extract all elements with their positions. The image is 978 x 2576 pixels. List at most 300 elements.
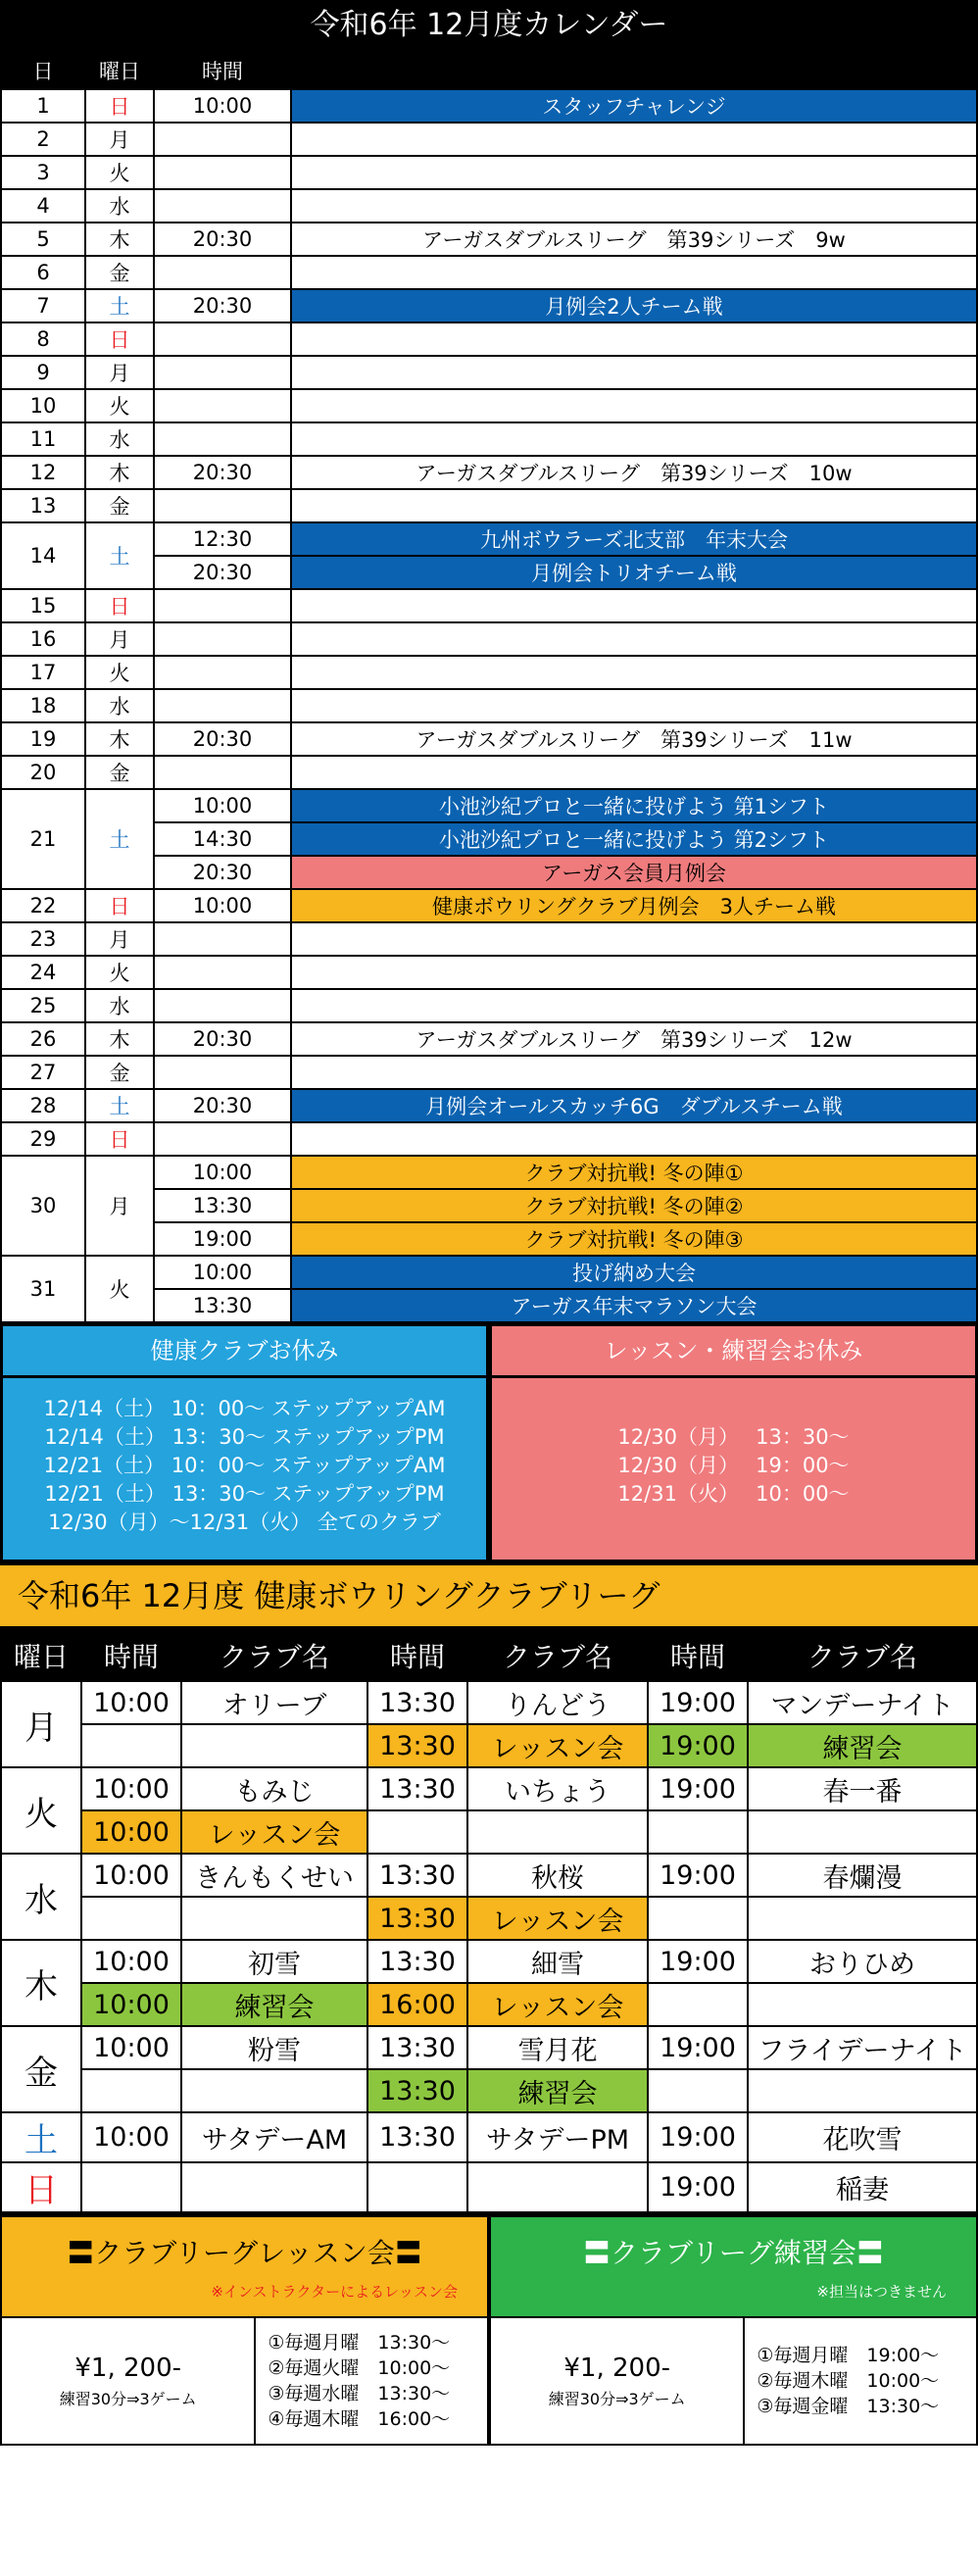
league-body (1, 1681, 977, 2212)
lesson-holiday-title: レッスン・練習会お休み (492, 1326, 975, 1378)
calendar-time (154, 156, 291, 189)
calendar-row (1, 156, 977, 189)
league-club (467, 1810, 648, 1854)
league-club: レッスン会 (467, 1897, 648, 1940)
calendar-time (154, 189, 291, 223)
calendar-time: 20:30 (154, 289, 291, 322)
calendar-row (1, 1089, 977, 1122)
league-time: 10:00 (81, 1854, 181, 1897)
calendar-weekday: 木 (85, 1022, 154, 1056)
calendar-time (154, 656, 291, 689)
calendar-date: 7 (1, 289, 85, 322)
calendar-date: 1 (1, 89, 85, 123)
calendar-time: 13:30 (154, 1289, 291, 1322)
calendar-time: 14:30 (154, 822, 291, 856)
league-day: 木 (1, 1940, 81, 2026)
calendar-time (154, 989, 291, 1022)
league-time (648, 1810, 748, 1854)
calendar-time (154, 322, 291, 356)
health-club-holiday-list (3, 1378, 486, 1560)
calendar-weekday: 土 (85, 522, 154, 589)
calendar-time (154, 356, 291, 389)
header-time: 時間 (154, 52, 291, 89)
calendar-time (154, 489, 291, 522)
calendar-row (1, 1156, 977, 1189)
calendar-time: 20:30 (154, 456, 291, 489)
calendar-event (291, 123, 977, 156)
calendar-event (291, 389, 977, 422)
calendar-row (1, 1256, 977, 1289)
lesson-info-box (0, 2215, 489, 2446)
calendar-row (1, 322, 977, 356)
calendar-event: 投げ納め大会 (291, 1256, 977, 1289)
league-club (748, 1897, 977, 1940)
league-time: 13:30 (367, 2026, 467, 2069)
lesson-price-note: 練習30分⇒3ゲーム (59, 2389, 197, 2408)
calendar-time: 10:00 (154, 89, 291, 123)
calendar-event (291, 1056, 977, 1089)
calendar-date: 19 (1, 722, 85, 756)
league-time: 19:00 (648, 1940, 748, 1983)
calendar-weekday: 日 (85, 89, 154, 123)
league-day: 日 (1, 2162, 81, 2212)
calendar-date: 5 (1, 223, 85, 256)
calendar-weekday: 日 (85, 322, 154, 356)
league-club: きんもくせい (181, 1854, 367, 1897)
league-header-time-2: 時間 (367, 1630, 467, 1681)
calendar-weekday: 土 (85, 789, 154, 889)
calendar-time: 12:30 (154, 522, 291, 556)
calendar-date: 14 (1, 522, 85, 589)
league-time: 10:00 (81, 2112, 181, 2162)
league-header-day: 曜日 (1, 1630, 81, 1681)
league-time: 19:00 (648, 2162, 748, 2212)
calendar-event: クラブ対抗戦! 冬の陣② (291, 1189, 977, 1222)
league-club (467, 2162, 648, 2212)
header-weekday: 曜日 (85, 52, 154, 89)
calendar-row (1, 223, 977, 256)
lesson-schedule-item: ①毎週月曜 13:30～ (268, 2332, 451, 2353)
calendar-weekday: 月 (85, 922, 154, 956)
league-time (648, 2069, 748, 2112)
calendar-event: 小池沙紀プロと一緒に投げよう 第1シフト (291, 789, 977, 822)
info-section (0, 2213, 978, 2446)
calendar-event (291, 156, 977, 189)
calendar-row (1, 256, 977, 289)
calendar-date: 13 (1, 489, 85, 522)
practice-schedule-item: ②毎週木曜 10:00～ (757, 2370, 940, 2392)
calendar-date: 18 (1, 689, 85, 722)
league-header-time-1: 時間 (81, 1630, 181, 1681)
league-row (1, 2112, 977, 2162)
calendar-date: 3 (1, 156, 85, 189)
calendar-date: 20 (1, 756, 85, 789)
calendar-date: 8 (1, 322, 85, 356)
league-club: 粉雪 (181, 2026, 367, 2069)
league-club: 練習会 (181, 1983, 367, 2026)
practice-info-title: 〓クラブリーグ練習会〓 (583, 2237, 884, 2269)
calendar-weekday: 水 (85, 422, 154, 456)
league-time (81, 2162, 181, 2212)
calendar-time: 10:00 (154, 889, 291, 922)
lesson-info-header (2, 2217, 487, 2318)
holiday-item: 12/30（月）～12/31（火） 全てのクラブ (48, 1511, 441, 1534)
league-time: 19:00 (648, 2026, 748, 2069)
calendar-time (154, 956, 291, 989)
calendar-event (291, 356, 977, 389)
calendar-time (154, 689, 291, 722)
calendar-time: 20:30 (154, 722, 291, 756)
calendar-row (1, 922, 977, 956)
calendar-row (1, 89, 977, 123)
calendar-weekday: 金 (85, 756, 154, 789)
calendar-row (1, 389, 977, 422)
league-day: 水 (1, 1854, 81, 1940)
calendar-event (291, 489, 977, 522)
calendar-weekday: 火 (85, 389, 154, 422)
league-row (1, 1983, 977, 2026)
league-header-club-2: クラブ名 (467, 1630, 648, 1681)
calendar-event: アーガスダブルスリーグ 第39シリーズ 9w (291, 223, 977, 256)
league-table (0, 1629, 978, 2213)
calendar-date: 24 (1, 956, 85, 989)
calendar-date: 27 (1, 1056, 85, 1089)
league-row (1, 2069, 977, 2112)
calendar-weekday: 木 (85, 223, 154, 256)
calendar-event: アーガスダブルスリーグ 第39シリーズ 11w (291, 722, 977, 756)
lesson-schedule-item: ③毎週水曜 13:30～ (268, 2383, 451, 2404)
calendar-weekday: 月 (85, 1156, 154, 1256)
calendar-row (1, 622, 977, 656)
league-club: 初雪 (181, 1940, 367, 1983)
calendar-weekday: 水 (85, 189, 154, 223)
calendar-row (1, 289, 977, 322)
practice-schedule-item: ③毎週金曜 13:30～ (757, 2396, 940, 2417)
lesson-price: ¥1, 200- (74, 2353, 181, 2383)
league-time: 13:30 (367, 1724, 467, 1767)
calendar-date: 25 (1, 989, 85, 1022)
league-time (81, 2069, 181, 2112)
lesson-schedule (256, 2318, 487, 2444)
calendar-date: 10 (1, 389, 85, 422)
calendar-date: 22 (1, 889, 85, 922)
calendar-time (154, 622, 291, 656)
league-time (648, 1897, 748, 1940)
league-club: レッスン会 (467, 1724, 648, 1767)
calendar-table (0, 51, 978, 1323)
calendar-row (1, 589, 977, 622)
league-club: りんどう (467, 1681, 648, 1724)
calendar-time: 13:30 (154, 1189, 291, 1222)
calendar-event: アーガスダブルスリーグ 第39シリーズ 12w (291, 1022, 977, 1056)
calendar-date: 28 (1, 1089, 85, 1122)
calendar-row (1, 656, 977, 689)
calendar-weekday: 月 (85, 123, 154, 156)
league-time: 13:30 (367, 1897, 467, 1940)
calendar-event: 九州ボウラーズ北支部 年末大会 (291, 522, 977, 556)
calendar-event (291, 922, 977, 956)
calendar-weekday: 水 (85, 989, 154, 1022)
league-time: 13:30 (367, 1681, 467, 1724)
calendar-time (154, 589, 291, 622)
calendar-row (1, 722, 977, 756)
league-club: フライデーナイト (748, 2026, 977, 2069)
holiday-item: 12/30（月） 19：00～ (617, 1454, 850, 1477)
calendar-time: 20:30 (154, 223, 291, 256)
header-date: 日 (1, 52, 85, 89)
lesson-schedule-item: ②毎週火曜 10:00～ (268, 2357, 451, 2379)
league-time: 13:30 (367, 1767, 467, 1810)
league-time: 13:30 (367, 2112, 467, 2162)
league-time: 10:00 (81, 1810, 181, 1854)
calendar-body (1, 89, 977, 1322)
league-time: 10:00 (81, 1767, 181, 1810)
calendar-row (1, 356, 977, 389)
calendar-row (1, 989, 977, 1022)
calendar-row (1, 189, 977, 223)
calendar-row (1, 789, 977, 822)
league-time: 13:30 (367, 1940, 467, 1983)
league-time: 19:00 (648, 1724, 748, 1767)
league-time: 13:30 (367, 2069, 467, 2112)
league-club: レッスン会 (467, 1983, 648, 2026)
health-club-holiday-box (0, 1323, 489, 1562)
lesson-info-body (2, 2318, 487, 2444)
league-row (1, 1810, 977, 1854)
league-club: もみじ (181, 1767, 367, 1810)
holiday-item: 12/31（火） 10：00～ (617, 1482, 850, 1506)
calendar-event: 月例会2人チーム戦 (291, 289, 977, 322)
league-time (648, 1983, 748, 2026)
calendar-weekday: 火 (85, 1256, 154, 1322)
holiday-section (0, 1323, 978, 1562)
league-club: 雪月花 (467, 2026, 648, 2069)
lesson-schedule-item: ④毎週木曜 16:00～ (268, 2408, 451, 2430)
calendar-date: 17 (1, 656, 85, 689)
league-club: おりひめ (748, 1940, 977, 1983)
calendar-time (154, 1122, 291, 1156)
calendar-row (1, 1122, 977, 1156)
calendar-date: 29 (1, 1122, 85, 1156)
calendar-event (291, 422, 977, 456)
calendar-event: アーガス年末マラソン大会 (291, 1289, 977, 1322)
practice-info-box (489, 2215, 978, 2446)
league-day: 月 (1, 1681, 81, 1767)
calendar-date: 4 (1, 189, 85, 223)
calendar-row (1, 689, 977, 722)
calendar-date: 11 (1, 422, 85, 456)
holiday-item: 12/21（土） 13：30～ ステップアップPM (44, 1482, 445, 1506)
calendar-event: アーガスダブルスリーグ 第39シリーズ 10w (291, 456, 977, 489)
lesson-info-title: 〓クラブリーグレッスン会〓 (67, 2237, 422, 2269)
calendar-weekday: 金 (85, 256, 154, 289)
calendar-weekday: 木 (85, 456, 154, 489)
league-row (1, 1940, 977, 1983)
calendar-weekday: 火 (85, 656, 154, 689)
league-club: サタデーAM (181, 2112, 367, 2162)
calendar-row (1, 956, 977, 989)
league-time: 19:00 (648, 1767, 748, 1810)
calendar-time: 20:30 (154, 856, 291, 889)
league-row (1, 1767, 977, 1810)
league-club: 花吹雪 (748, 2112, 977, 2162)
league-row (1, 1681, 977, 1724)
league-time: 10:00 (81, 1681, 181, 1724)
practice-schedule-item: ①毎週月曜 19:00～ (757, 2345, 940, 2366)
calendar-event (291, 656, 977, 689)
league-club: マンデーナイト (748, 1681, 977, 1724)
calendar-weekday: 月 (85, 622, 154, 656)
calendar-date: 16 (1, 622, 85, 656)
calendar-title: 令和6年 12月度カレンダー (0, 0, 978, 51)
calendar-weekday: 火 (85, 956, 154, 989)
league-time (81, 1897, 181, 1940)
calendar-event (291, 1122, 977, 1156)
calendar-event (291, 956, 977, 989)
calendar-row (1, 1056, 977, 1089)
calendar-event (291, 622, 977, 656)
calendar-time (154, 422, 291, 456)
league-club: 細雪 (467, 1940, 648, 1983)
league-row (1, 2162, 977, 2212)
league-club: サタデーPM (467, 2112, 648, 2162)
league-time (367, 2162, 467, 2212)
league-header-time-3: 時間 (648, 1630, 748, 1681)
league-time: 19:00 (648, 2112, 748, 2162)
calendar-weekday: 金 (85, 489, 154, 522)
league-club (181, 1897, 367, 1940)
calendar-event: 月例会オールスカッチ6G ダブルスチーム戦 (291, 1089, 977, 1122)
league-time: 10:00 (81, 1983, 181, 2026)
calendar-event (291, 589, 977, 622)
league-row (1, 1897, 977, 1940)
calendar-event: クラブ対抗戦! 冬の陣① (291, 1156, 977, 1189)
lesson-price-box (2, 2318, 256, 2444)
league-day: 金 (1, 2026, 81, 2112)
calendar-event (291, 189, 977, 223)
calendar-date: 26 (1, 1022, 85, 1056)
health-club-holiday-title: 健康クラブお休み (3, 1326, 486, 1378)
league-club: 練習会 (467, 2069, 648, 2112)
calendar-date: 15 (1, 589, 85, 622)
calendar-time: 20:30 (154, 1089, 291, 1122)
league-club: 春爛漫 (748, 1854, 977, 1897)
calendar-event: クラブ対抗戦! 冬の陣③ (291, 1222, 977, 1256)
calendar-time (154, 256, 291, 289)
calendar-time: 20:30 (154, 556, 291, 589)
league-club (181, 2069, 367, 2112)
calendar-event (291, 756, 977, 789)
calendar-event (291, 689, 977, 722)
calendar-event: 月例会トリオチーム戦 (291, 556, 977, 589)
calendar-time (154, 389, 291, 422)
league-time: 19:00 (648, 1681, 748, 1724)
lesson-holiday-list (492, 1378, 975, 1560)
calendar-time: 19:00 (154, 1222, 291, 1256)
lesson-info-note: ※インストラクターによるレッスン会 (211, 2283, 458, 2301)
calendar-row (1, 756, 977, 789)
calendar-event (291, 322, 977, 356)
lesson-holiday-box (489, 1323, 978, 1562)
holiday-item: 12/21（土） 10：00～ ステップアップAM (43, 1454, 446, 1477)
calendar-time (154, 922, 291, 956)
league-time: 13:30 (367, 1854, 467, 1897)
league-row (1, 2026, 977, 2069)
calendar-weekday: 火 (85, 156, 154, 189)
practice-info-note: ※担当はつきません (816, 2283, 947, 2301)
league-header-club-1: クラブ名 (181, 1630, 367, 1681)
league-day: 土 (1, 2112, 81, 2162)
league-club: レッスン会 (181, 1810, 367, 1854)
league-header-row (1, 1630, 977, 1681)
calendar-date: 31 (1, 1256, 85, 1322)
calendar-header-row (1, 52, 977, 89)
calendar-time (154, 123, 291, 156)
calendar-time (154, 756, 291, 789)
practice-price-box (491, 2318, 745, 2444)
calendar-weekday: 木 (85, 722, 154, 756)
league-time (367, 1810, 467, 1854)
calendar-time (154, 1056, 291, 1089)
calendar-date: 9 (1, 356, 85, 389)
league-header-club-3: クラブ名 (748, 1630, 977, 1681)
holiday-item: 12/30（月） 13：30～ (617, 1425, 850, 1449)
calendar-weekday: 日 (85, 589, 154, 622)
league-club: 秋桜 (467, 1854, 648, 1897)
calendar-row (1, 889, 977, 922)
calendar-row (1, 123, 977, 156)
league-row (1, 1854, 977, 1897)
league-club (181, 2162, 367, 2212)
calendar-date: 23 (1, 922, 85, 956)
calendar-event: 小池沙紀プロと一緒に投げよう 第2シフト (291, 822, 977, 856)
calendar-time: 20:30 (154, 1022, 291, 1056)
league-day: 火 (1, 1767, 81, 1854)
league-club: 春一番 (748, 1767, 977, 1810)
league-club (748, 1810, 977, 1854)
calendar-date: 21 (1, 789, 85, 889)
practice-schedule (745, 2318, 976, 2444)
calendar-weekday: 土 (85, 289, 154, 322)
practice-price: ¥1, 200- (563, 2353, 670, 2383)
league-club (748, 1983, 977, 2026)
league-title: 令和6年 12月度 健康ボウリングクラブリーグ (0, 1562, 978, 1629)
calendar-row (1, 489, 977, 522)
calendar-event: スタッフチャレンジ (291, 89, 977, 123)
calendar-event (291, 256, 977, 289)
league-club: いちょう (467, 1767, 648, 1810)
calendar-event: アーガス会員月例会 (291, 856, 977, 889)
header-event (291, 52, 977, 89)
league-club: オリーブ (181, 1681, 367, 1724)
calendar-row (1, 422, 977, 456)
league-time (81, 1724, 181, 1767)
league-row (1, 1724, 977, 1767)
league-time: 10:00 (81, 1940, 181, 1983)
calendar-event: 健康ボウリングクラブ月例会 3人チーム戦 (291, 889, 977, 922)
league-time: 10:00 (81, 2026, 181, 2069)
calendar-weekday: 月 (85, 356, 154, 389)
league-club: 稲妻 (748, 2162, 977, 2212)
calendar-date: 2 (1, 123, 85, 156)
calendar-event (291, 989, 977, 1022)
practice-info-header (491, 2217, 976, 2318)
calendar-row (1, 456, 977, 489)
calendar-weekday: 金 (85, 1056, 154, 1089)
calendar-weekday: 日 (85, 1122, 154, 1156)
league-time: 16:00 (367, 1983, 467, 2026)
calendar-weekday: 水 (85, 689, 154, 722)
